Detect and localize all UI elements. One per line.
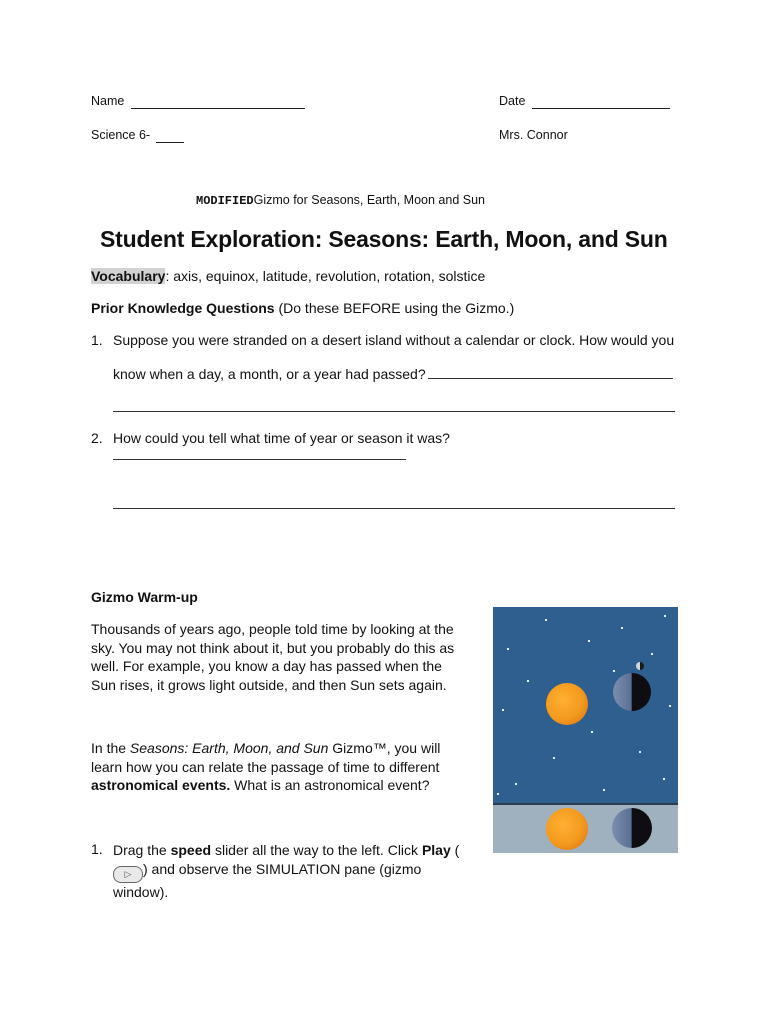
step-1-d: ) and observe the SIMULATION pane (gizmo window). — [113, 860, 422, 900]
question-2-text: How could you tell what time of year or season it was? — [113, 430, 450, 446]
moon-icon — [636, 662, 644, 670]
simulation-image — [493, 607, 678, 853]
warmup-p2-mid: Gizmo™, you will learn how you can relate the passage of time to different — [91, 740, 441, 775]
page-title: Student Exploration: Seasons: Earth, Moon, and Sun — [100, 226, 668, 252]
warmup-paragraph-2 — [91, 739, 465, 795]
date-blank[interactable] — [532, 94, 670, 109]
question-1-text: Suppose you were stranded on a desert island without a calendar or clock. How would you — [113, 332, 675, 348]
astronomical-events-term: astronomical events. — [91, 777, 231, 793]
question-1-text-cont: know when a day, a month, or a year had passed? — [113, 366, 426, 382]
warmup-heading: Gizmo Warm-up — [91, 589, 198, 605]
warmup-p2-suffix: What is an astronomical event? — [230, 777, 430, 793]
question-1-number: 1. — [91, 332, 103, 348]
vocabulary-terms: : axis, equinox, latitude, revolution, rotation, solstice — [165, 268, 486, 284]
prior-knowledge-title: Prior Knowledge Questions — [91, 300, 275, 316]
step-1-number: 1. — [91, 841, 103, 857]
answer-line-1b[interactable] — [113, 411, 675, 412]
warmup-p2-prefix: In the — [91, 740, 130, 756]
subtitle — [196, 193, 485, 208]
date-label: Date — [499, 94, 526, 108]
earth-icon — [613, 673, 651, 711]
science-blank[interactable] — [156, 128, 184, 143]
warmup-paragraph-1: Thousands of years ago, people told time by looking at the sky. You may not think about it, but you probably do this as well. For example, you know a day has passed when the Sun rises, it grows light outside, and then Sun sets again. — [91, 621, 455, 693]
name-label: Name — [91, 94, 125, 108]
step-1-a: Drag the — [113, 842, 171, 858]
vocabulary-label: Vocabulary — [91, 268, 166, 284]
prior-knowledge-note: (Do these BEFORE using the Gizmo.) — [274, 300, 515, 316]
name-blank[interactable] — [131, 94, 305, 109]
science-label: Science 6- — [91, 128, 151, 142]
name-row — [91, 94, 305, 109]
gizmo-name: Seasons: Earth, Moon, and Sun — [129, 740, 329, 756]
play-term: Play — [421, 842, 451, 858]
answer-line-2a[interactable] — [113, 459, 406, 460]
modified-label: MODIFIED — [196, 194, 254, 208]
vocabulary — [91, 268, 485, 284]
teacher-name: Mrs. Connor — [499, 128, 568, 142]
sun-icon-lower — [546, 808, 588, 850]
question-2-number: 2. — [91, 430, 103, 446]
prior-knowledge-heading — [91, 300, 514, 316]
answer-line-1a[interactable] — [428, 378, 673, 379]
science-row — [91, 128, 184, 143]
step-1-text — [113, 841, 467, 901]
earth-icon-lower — [612, 808, 652, 848]
space-view — [493, 607, 678, 803]
date-row — [499, 94, 670, 109]
subtitle-text: Gizmo for Seasons, Earth, Moon and Sun — [253, 193, 485, 207]
speed-term: speed — [170, 842, 212, 858]
answer-line-2b[interactable] — [113, 508, 675, 509]
play-icon: ▷ — [113, 866, 143, 883]
sun-icon — [546, 683, 588, 725]
step-1-b: slider all the way to the left. Click — [211, 842, 422, 858]
step-1-c: ( — [450, 842, 460, 858]
lower-pane — [493, 803, 678, 853]
